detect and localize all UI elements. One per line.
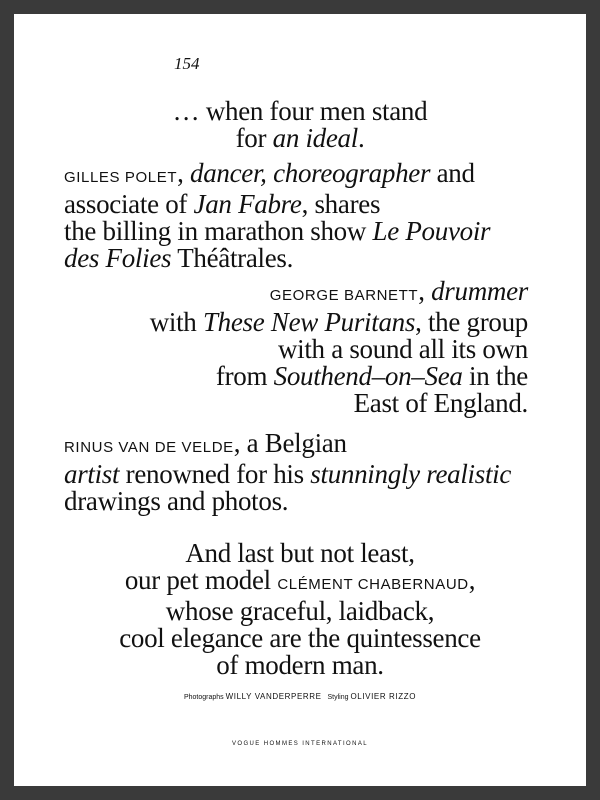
magazine-page — [14, 14, 586, 786]
george-barnett-paragraph: GEORGE BARNETT, drummer with These New Puritans, the group with a sound all its own from Southend–on–Sea in the East of England. — [149, 276, 528, 418]
styling-label: Styling — [327, 694, 349, 701]
gilles-polet-name: GILLES POLET — [64, 169, 178, 186]
intro-line-1: … when four men stand — [172, 96, 428, 126]
intro-line-2: for an ideal. — [235, 123, 365, 153]
page-number: 154 — [174, 54, 200, 73]
photographer-name: WILLY VANDERPERRE — [225, 692, 322, 701]
clement-chabernaud-name: CLÉMENT CHABERNAUD — [277, 576, 469, 593]
rinus-van-de-velde-name: RINUS VAN DE VELDE — [64, 439, 234, 456]
photographs-label: Photographs — [183, 694, 224, 701]
gilles-polet-paragraph: GILLES POLET, dancer, choreographer and associate of Jan Fabre, shares the billing in marathon show Le Pouvoir des Folies Théâtrales. — [64, 158, 491, 273]
closing-paragraph: And last but not least, our pet model CLÉMENT CHABERNAUD, whose graceful, laidback, cool elegance are the quintessence of modern man. — [119, 538, 481, 680]
photo-credits — [14, 692, 586, 701]
intro-text — [14, 98, 586, 152]
publication-footer: VOGUE HOMMES INTERNATIONAL — [232, 741, 368, 747]
stylist-name: OLIVIER RIZZO — [350, 692, 417, 701]
george-barnett-name: GEORGE BARNETT — [269, 287, 419, 304]
rinus-van-de-velde-paragraph: RINUS VAN DE VELDE, a Belgian artist renowned for his stunningly realistic drawings and photos. — [64, 428, 512, 516]
